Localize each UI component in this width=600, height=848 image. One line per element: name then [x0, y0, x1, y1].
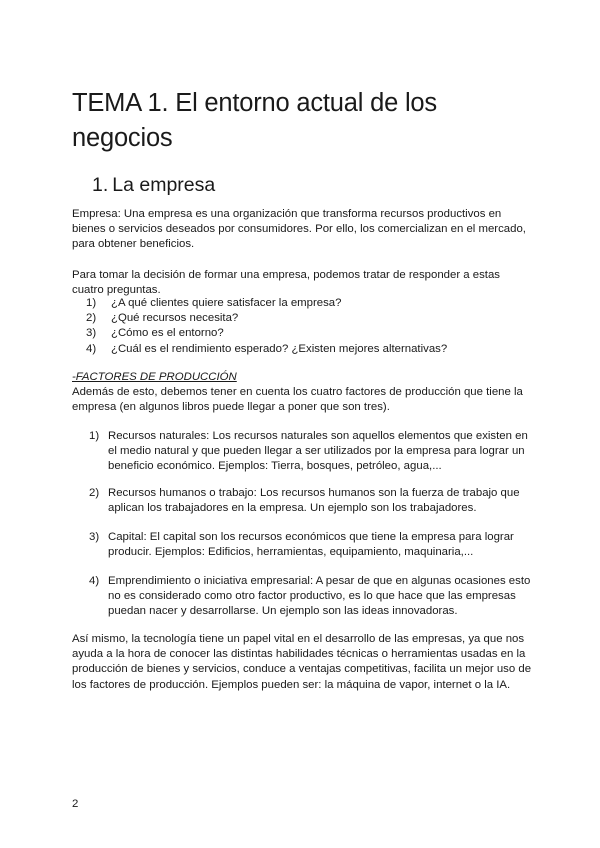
list-number: 1): [89, 430, 100, 442]
factors-list-2: [89, 486, 532, 516]
factors-list-1: [89, 429, 532, 475]
factors-list-3: [89, 530, 532, 560]
section-heading: [92, 174, 215, 197]
questions-list: [86, 296, 532, 357]
list-text: ¿Qué recursos necesita?: [111, 312, 239, 325]
factors-list-4: [89, 574, 532, 620]
technology-paragraph: Así mismo, la tecnología tiene un papel vital en el desarrollo de las empresas, ya que nos ayuda a la hora de conocer las distintas habilidades técnicas o herramientas usadas en la producción de bienes y servicios, conduce a ventajas competitivas, facilita un mejor uso de los factores de producción. Ejemplos pueden ser: la máquina de vapor, internet o la IA.: [72, 633, 532, 691]
list-item: [89, 429, 532, 475]
list-text: Capital: El capital son los recursos económicos que tiene la empresa para lograr producir. Ejemplos: Edificios, herramientas, equipamiento, maquinaria,...: [108, 531, 514, 559]
page-title: TEMA 1. El entorno actual de los negocios: [72, 89, 437, 152]
list-text: Recursos naturales: Los recursos naturales son aquellos elementos que existen en el medio natural y que pueden llegar a ser utilizados por la empresa para lograr un beneficio económico. Ejemplos: Tierra, bosques, petróleo, agua,...: [108, 430, 528, 473]
factors-heading: -FACTORES DE PRODUCCIÓN: [72, 371, 237, 383]
list-text: Recursos humanos o trabajo: Los recursos humanos son la fuerza de trabajo que aplican los trabajadores en la empresa. Un ejemplo son los trabajadores.: [108, 487, 520, 515]
section-number: 1.: [92, 174, 109, 196]
list-number: 1): [86, 297, 97, 309]
list-text: ¿A qué clientes quiere satisfacer la empresa?: [111, 297, 342, 309]
list-text: ¿Cuál es el rendimiento esperado? ¿Existen mejores alternativas?: [111, 342, 448, 355]
list-number: 4): [89, 575, 100, 587]
list-item: [86, 296, 532, 311]
list-number: 3): [86, 327, 97, 340]
list-item: [86, 342, 532, 357]
list-item: [86, 326, 532, 341]
list-item: [86, 311, 532, 326]
factors-intro-paragraph: Además de esto, debemos tener en cuenta los cuatro factores de producción que tiene la empresa (en algunos libros puede llegar a poner que son tres).: [72, 386, 523, 414]
page-number: 2: [72, 798, 79, 810]
list-number: 4): [86, 342, 97, 355]
questions-intro-paragraph: Para tomar la decisión de formar una empresa, podemos tratar de responder a estas cuatro preguntas.: [72, 269, 501, 297]
list-item: [89, 574, 532, 620]
list-item: [89, 486, 532, 516]
section-title: La empresa: [112, 174, 216, 196]
list-item: [89, 530, 532, 560]
list-number: 2): [89, 487, 100, 499]
list-number: 3): [89, 531, 100, 543]
list-text: Emprendimiento o iniciativa empresarial: A pesar de que en algunas ocasiones esto no es considerado como otro factor productivo, es lo que hace que las empresas puedan nacer y desarrollarse. Un ejemplo son las ideas innovadoras.: [108, 575, 531, 618]
list-text: ¿Cómo es el entorno?: [111, 327, 224, 340]
definition-paragraph: Empresa: Una empresa es una organización que transforma recursos productivos en bienes o servicios deseados por consumidores. Por ello, los comercializan en el mercado, para obtener beneficios.: [72, 208, 526, 251]
list-number: 2): [86, 312, 97, 325]
